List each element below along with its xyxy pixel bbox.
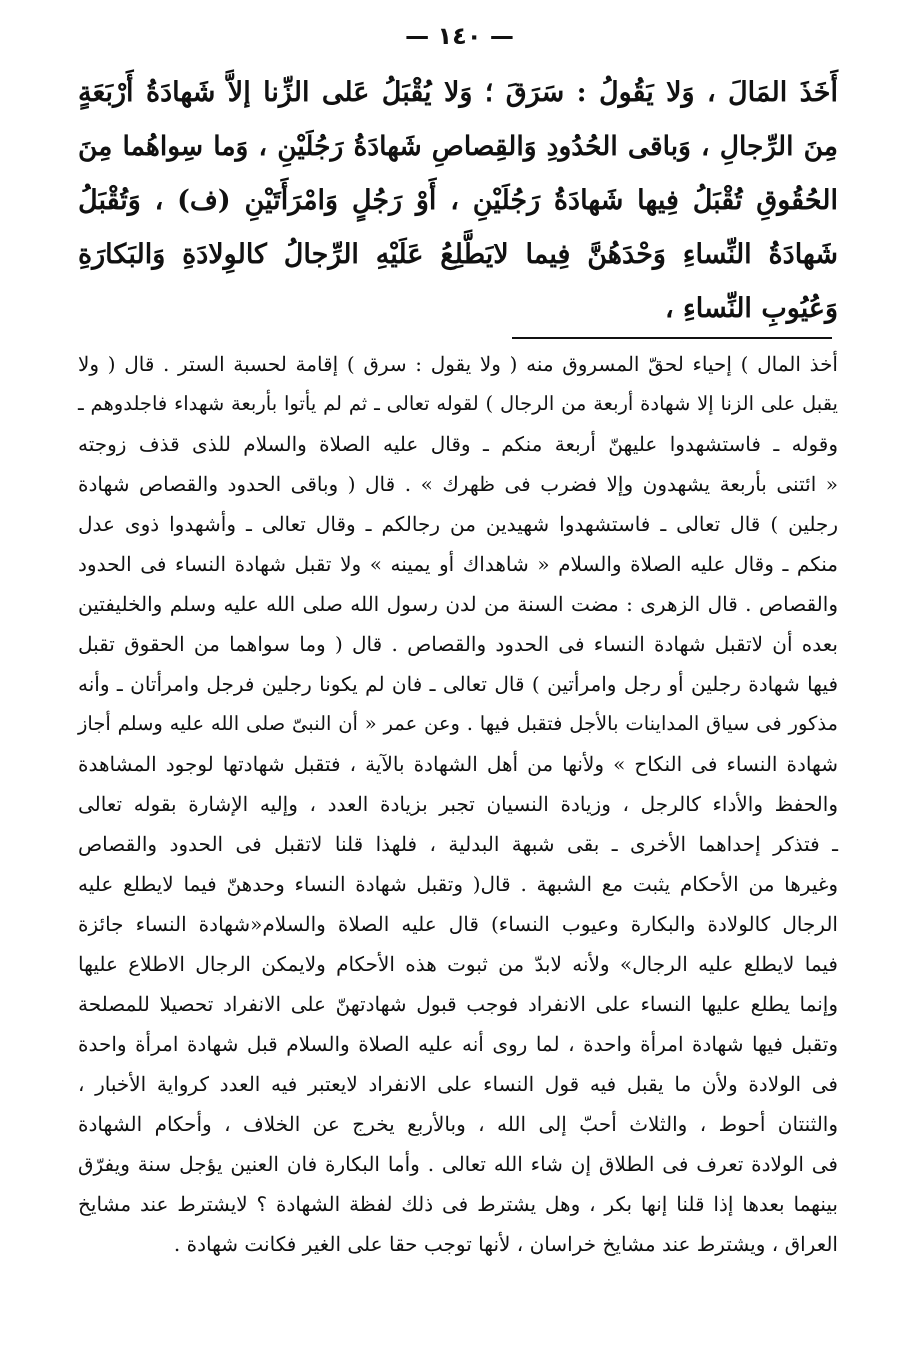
commentary-block xyxy=(78,344,838,1264)
main-text-line: أَخَذَ المَالَ ، وَلا يَقُولُ : سَرَقَ ؛ وَلا يُقْبَلُ عَلى الزِّنا إلاَّ شَهادَةُ أَرْبَعَةٍ xyxy=(78,77,838,108)
commentary-line: الرجال كالولادة والبكارة وعيوب النساء) قال عليه الصلاة والسلام«شهادة النساء جائزة xyxy=(78,912,838,936)
commentary-line: وقوله ـ فاستشهدوا عليهنّ أربعة منكم ـ وقال عليه الصلاة والسلام للذى قذف زوجته xyxy=(78,432,838,456)
commentary-line: والقصاص . قال الزهرى : مضت السنة من لدن رسول الله صلى الله عليه وسلم والخليفتين xyxy=(78,592,838,616)
commentary-line: والثنتان أحوط ، والثلاث أحبّ إلى الله ، وبالأربع يخرج عن الخلاف ، وأحكام الشهادة xyxy=(78,1112,838,1136)
commentary-line: وغيرها من الأحكام يثبت مع الشبهة . قال( وتقبل شهادة النساء وحدهنّ فيما لايطلع عليه xyxy=(78,872,838,896)
commentary-line: رجلين ) قال تعالى ـ فاستشهدوا شهيدين من رجالكم ـ وقال تعالى ـ وأشهدوا ذوى عدل xyxy=(78,512,838,536)
commentary-line: فى الولادة تعرف فى الطلاق إن شاء الله تعالى . وأما البكارة فان العنين يؤجل سنة ويفرّق xyxy=(78,1152,838,1176)
commentary-line: مذكور فى سياق المداينات بالأجل فتقبل فيها . وعن عمر « أن النبىّ صلى الله عليه وسلم أجاز xyxy=(78,712,838,735)
commentary-line: « ائتنى بأربعة يشهدون وإلا فضرب فى ظهرك » . قال ( وباقى الحدود والقصاص شهادة xyxy=(78,472,838,496)
separator-rule xyxy=(512,337,832,339)
main-text-line: مِنَ الرِّجالِ ، وَباقى الحُدُودِ وَالقِصاصِ شَهادَةُ رَجُلَيْنِ ، وَما سِواهُما مِنَ xyxy=(78,131,838,162)
commentary-line: بعده أن لاتقبل شهادة النساء فى الحدود والقصاص . قال ( وما سواهما من الحقوق تقبل xyxy=(78,632,838,656)
main-text-line: شَهادَةُ النِّساءِ وَحْدَهُنَّ فِيما لايَطَّلِعُ عَلَيْهِ الرِّجالُ كالوِلادَةِ وَالبَكارَةِ xyxy=(78,239,838,270)
commentary-line: والحفظ والأداء كالرجل ، وزيادة النسيان تجبر بزيادة العدد ، وإليه الإشارة بقوله تعالى xyxy=(78,792,838,816)
main-text-block xyxy=(78,66,838,336)
commentary-line: فيما لايطلع عليه الرجال» ولأنه لابدّ من ثبوت هذه الأحكام ولايمكن الرجال الاطلاع عليها xyxy=(78,952,838,976)
page-number: — ١٤٠ — xyxy=(405,22,514,50)
commentary-line: أخذ المال ) إحياء لحقّ المسروق منه ( ولا يقول : سرق ) إقامة لحسبة الستر . قال ( ولا xyxy=(78,352,838,376)
main-text-line: وَعُيُوبِ النِّساءِ ، xyxy=(664,293,838,324)
commentary-line: فيها شهادة رجلين أو رجل وامرأتين ) قال تعالى ـ فان لم يكونا رجلين فرجل وامرأتان ـ وأنه xyxy=(78,672,838,696)
commentary-line: يقبل على الزنا إلا شهادة أربعة من الرجال ) لقوله تعالى ـ ثم لم يأتوا بأربعة شهداء فاجلدوهم ـ xyxy=(78,392,838,415)
commentary-line: فى الولادة ولأن ما يقبل فيه قول النساء على الانفراد لايعتبر فيه العدد كرواية الأخبار ، xyxy=(78,1072,838,1096)
commentary-line: بينهما بعدها إذا قلنا إنها بكر ، وهل يشترط فى ذلك لفظة الشهادة ؟ لايشترط عند مشايخ xyxy=(78,1192,838,1216)
commentary-line: ـ فتذكر إحداهما الأخرى ـ بقى شبهة البدلية ، فلهذا قلنا لاتقبل فى الحدود والقصاص xyxy=(78,832,839,856)
commentary-line: شهادة النساء فى النكاح » ولأنها من أهل الشهادة بالآية ، فتقبل شهادتها لوجود المشاهدة xyxy=(78,752,838,776)
commentary-line: العراق ، ويشترط عند مشايخ خراسان ، لأنها توجب حقا على الغير فكانت شهادة . xyxy=(173,1232,838,1256)
commentary-line: وتقبل فيها شهادة امرأة واحدة ، لما روى أنه عليه الصلاة والسلام قبل شهادة امرأة واحدة xyxy=(78,1032,838,1056)
main-text-line: الحُقُوقِ تُقْبَلُ فِيها شَهادَةُ رَجُلَيْنِ ، أَوْ رَجُلٍ وَامْرَأَتَيْنِ (ف) ، وَتُقْبَلُ xyxy=(78,185,838,216)
commentary-line: وإنما يطلع عليها النساء على الانفراد فوجب قبول شهادتهنّ على الانفراد تحصيلا للمصلحة xyxy=(78,992,838,1016)
commentary-line: منكم ـ وقال عليه الصلاة والسلام « شاهداك أو يمينه » ولا تقبل شهادة النساء فى الحدود xyxy=(78,552,838,576)
